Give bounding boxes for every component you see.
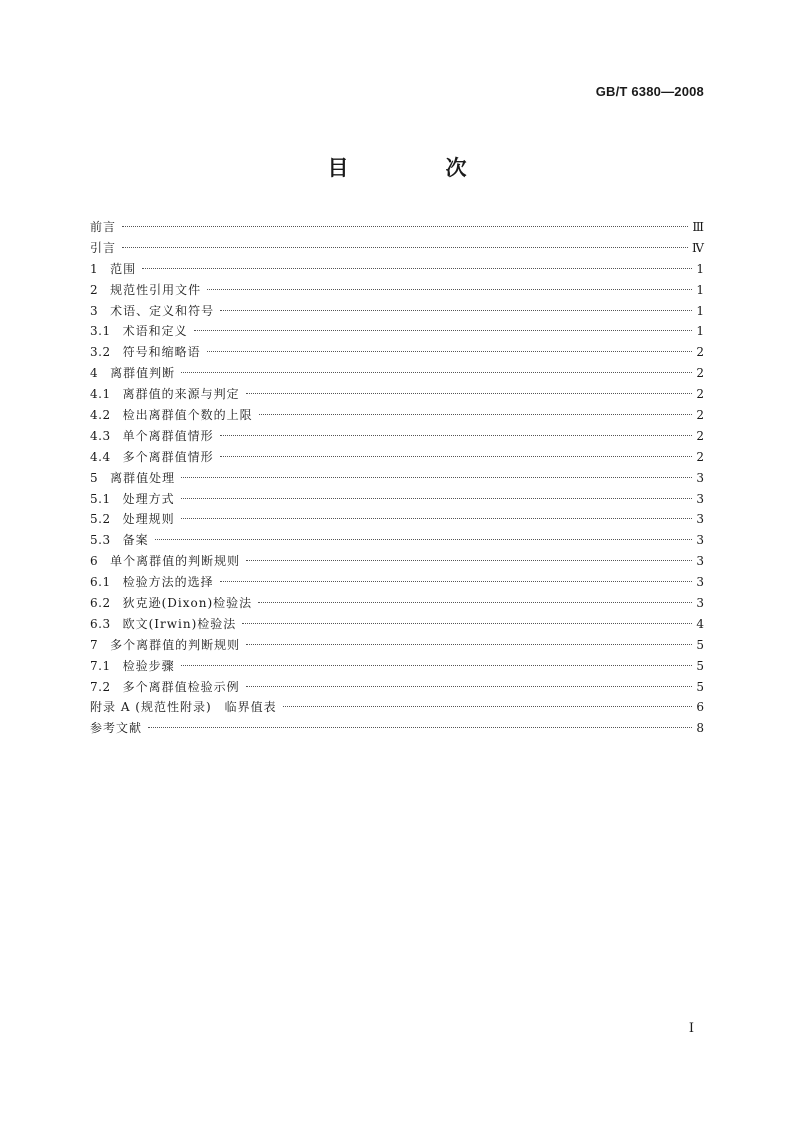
dot-leader [122, 247, 688, 248]
dot-leader [181, 518, 692, 519]
toc-entry-number: 5.2 [90, 512, 111, 527]
dot-leader [220, 456, 692, 457]
toc-entry-page: 4 [696, 616, 704, 631]
toc-entry[interactable] [90, 656, 704, 677]
toc-entry-page: 3 [696, 470, 704, 485]
toc-entry-page: Ⅳ [692, 240, 704, 255]
toc-entry-number: 6.2 [90, 596, 111, 611]
dot-leader [194, 330, 692, 331]
toc-entry-page: 3 [696, 533, 704, 548]
dot-leader [220, 435, 692, 436]
toc-entry-label: 处理规则 [122, 512, 175, 527]
dot-leader [246, 644, 692, 645]
toc-entry[interactable] [90, 551, 704, 572]
toc-title: 目 次 [327, 156, 505, 180]
dot-leader [246, 686, 692, 687]
toc-entry-page: 6 [696, 700, 704, 715]
toc-entry[interactable] [90, 321, 704, 342]
toc-entry-label: 多个离群值情形 [122, 449, 214, 464]
toc-entry-label: 欧文(Irwin)检验法 [122, 616, 237, 631]
toc-entry-label: 范围 [110, 261, 137, 276]
toc-entry-number: 7.2 [90, 679, 111, 694]
toc-entry-page: 2 [696, 408, 704, 423]
toc-entry-label: 术语、定义和符号 [110, 303, 215, 318]
dot-leader [122, 226, 688, 227]
toc-entry[interactable] [90, 301, 704, 322]
toc-entry-number: 5.1 [90, 491, 111, 506]
toc-entry[interactable] [90, 363, 704, 384]
toc-entry-number: 6.3 [90, 616, 111, 631]
toc-entry[interactable] [90, 468, 704, 489]
toc-entry[interactable] [90, 217, 704, 238]
dot-leader [142, 268, 692, 269]
toc-entry-label: 处理方式 [122, 491, 175, 506]
dot-leader [181, 477, 692, 478]
toc-entry-page: 2 [696, 345, 704, 360]
toc-entry-number: 6 [90, 554, 99, 569]
toc-entry-label: 狄克逊(Dixon)检验法 [122, 596, 253, 611]
dot-leader [220, 581, 692, 582]
toc-entry-number: 4.3 [90, 428, 111, 443]
page-number: I [688, 1021, 694, 1036]
toc-entry-number: 5.3 [90, 533, 111, 548]
toc-entry-page: 2 [696, 428, 704, 443]
dot-leader [207, 289, 692, 290]
dot-leader [181, 372, 692, 373]
toc-entry-number: 3.1 [90, 324, 111, 339]
toc-entry[interactable] [90, 426, 704, 447]
dot-leader [207, 351, 692, 352]
toc-entry-number: 4 [90, 366, 99, 381]
toc-entry-page: 1 [696, 261, 704, 276]
dot-leader [181, 665, 692, 666]
toc-entry-label: 多个离群值的判断规则 [110, 637, 241, 652]
toc-entry[interactable] [90, 447, 704, 468]
dot-leader [246, 560, 692, 561]
toc-entry[interactable] [90, 635, 704, 656]
toc-entry-label: 检验方法的选择 [122, 575, 214, 590]
toc-entry-page: 5 [696, 679, 704, 694]
toc-entry-page: 3 [696, 596, 704, 611]
toc-entry-page: 3 [696, 575, 704, 590]
table-of-contents [90, 217, 704, 739]
toc-entry-page: 8 [696, 721, 704, 736]
toc-entry-page: Ⅲ [692, 220, 704, 234]
toc-entry[interactable] [90, 405, 704, 426]
dot-leader [242, 623, 692, 624]
toc-entry-label: 离群值判断 [110, 366, 176, 381]
toc-entry-page: 1 [696, 324, 704, 339]
toc-entry[interactable] [90, 238, 704, 259]
toc-entry-number: 7.1 [90, 658, 111, 673]
toc-entry[interactable] [90, 489, 704, 510]
toc-entry-label: 规范性引用文件 [110, 282, 202, 297]
toc-entry-number: 1 [90, 261, 99, 276]
toc-entry-label: 单个离群值情形 [122, 428, 214, 443]
toc-entry[interactable] [90, 593, 704, 614]
toc-entry-page: 2 [696, 449, 704, 464]
toc-entry[interactable] [90, 342, 704, 363]
toc-entry[interactable] [90, 614, 704, 635]
dot-leader [258, 602, 692, 603]
dot-leader [220, 310, 692, 311]
toc-entry-page: 1 [696, 303, 704, 318]
toc-entry-page: 1 [696, 282, 704, 297]
toc-entry[interactable] [90, 509, 704, 530]
toc-entry-label: 检验步骤 [122, 658, 175, 673]
toc-entry-number: 4.1 [90, 387, 111, 402]
toc-entry-label: 引言 [90, 240, 117, 255]
toc-entry[interactable] [90, 697, 704, 718]
toc-entry-number: 4.4 [90, 449, 111, 464]
toc-entry-label: 术语和定义 [122, 324, 188, 339]
toc-entry[interactable] [90, 280, 704, 301]
toc-entry-page: 3 [696, 491, 704, 506]
toc-entry-page: 2 [696, 366, 704, 381]
dot-leader [246, 393, 692, 394]
toc-entry-number: 6.1 [90, 575, 111, 590]
toc-entry-number: 2 [90, 282, 99, 297]
toc-entry[interactable] [90, 259, 704, 280]
toc-entry[interactable] [90, 384, 704, 405]
toc-entry-label: 多个离群值检验示例 [122, 679, 240, 694]
toc-entry-number: 3.2 [90, 345, 111, 360]
toc-entry-label: 离群值处理 [110, 470, 176, 485]
toc-entry-page: 3 [696, 554, 704, 569]
toc-entry-page: 5 [696, 658, 704, 673]
toc-entry[interactable] [90, 677, 704, 698]
toc-entry-number: 5 [90, 470, 99, 485]
toc-entry-label: 符号和缩略语 [122, 345, 201, 360]
toc-entry-page: 3 [696, 512, 704, 527]
toc-entry-page: 2 [696, 387, 704, 402]
toc-entry-label: 离群值的来源与判定 [122, 387, 240, 402]
toc-entry-number: 3 [90, 303, 99, 318]
toc-entry-label: 附录 A (规范性附录) 临界值表 [90, 700, 277, 715]
toc-entry-label: 单个离群值的判断规则 [110, 554, 241, 569]
toc-entry-label: 参考文献 [90, 721, 143, 736]
toc-entry[interactable] [90, 530, 704, 551]
toc-entry-label: 前言 [90, 220, 117, 234]
dot-leader [181, 498, 692, 499]
dot-leader [283, 706, 692, 707]
toc-entry[interactable] [90, 572, 704, 593]
dot-leader [259, 414, 692, 415]
dot-leader [148, 727, 692, 728]
toc-entry-label: 备案 [122, 533, 149, 548]
toc-entry-number: 7 [90, 637, 99, 652]
toc-entry-page: 5 [696, 637, 704, 652]
toc-entry[interactable] [90, 718, 704, 739]
toc-entry-number: 4.2 [90, 408, 111, 423]
dot-leader [155, 539, 692, 540]
toc-entry-label: 检出离群值个数的上限 [122, 408, 253, 423]
standard-code: GB/T 6380—2008 [595, 84, 704, 99]
